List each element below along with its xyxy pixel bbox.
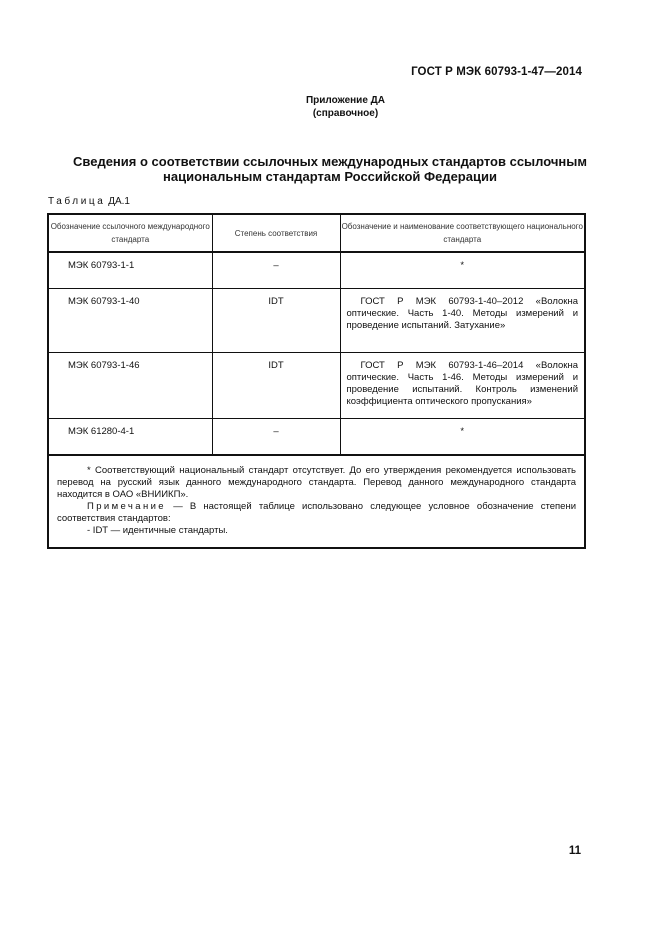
cell-degree: IDT xyxy=(212,353,340,419)
document-title-line-1: Сведения о соответствии ссылочных международных стандартов ссылочным xyxy=(73,154,587,169)
standard-code: ГОСТ Р МЭК 60793-1-47—2014 xyxy=(411,66,582,78)
note-item: - IDT — идентичные стандарты. xyxy=(87,525,228,536)
table-notes xyxy=(48,455,585,548)
document-title xyxy=(40,154,620,184)
annex-heading xyxy=(0,94,661,120)
cell-national: * xyxy=(340,419,585,456)
table-label-number: ДА.1 xyxy=(108,196,130,207)
annex-title: Приложение ДА xyxy=(305,95,386,106)
table-label-word: Таблица xyxy=(48,196,106,207)
page-number: 11 xyxy=(568,845,581,857)
footnote: * Соответствующий национальный стандарт отсутствует. До его утверждения рекомендуется использовать перевод на русский язык данного международного стандарта. Перевод данного международного стандарта находится в ОАО «ВНИИКП». xyxy=(57,465,576,500)
cell-degree: – xyxy=(212,252,340,289)
cell-national: ГОСТ Р МЭК 60793-1-46–2014 «Волокна оптические. Часть 1-46. Методы измерений и проведение испытаний. Контроль изменений коэффициента оптического пропускания» xyxy=(340,353,585,419)
annex-subtitle: (справочное) xyxy=(312,108,379,119)
cell-national: * xyxy=(340,252,585,289)
cell-degree: – xyxy=(212,419,340,456)
table-row xyxy=(48,419,585,456)
note-text: — В настоящей таблице использовано следующее условное обозначение степени соответствия стандартов: xyxy=(57,501,576,524)
header-reference-standard: Обозначение ссылочного международного стандарта xyxy=(48,214,212,252)
cell-reference: МЭК 60793-1-40 xyxy=(48,289,212,353)
note xyxy=(57,501,576,525)
table-label xyxy=(48,196,130,207)
cell-reference: МЭК 60793-1-1 xyxy=(48,252,212,289)
table-row xyxy=(48,353,585,419)
table-row xyxy=(48,289,585,353)
correspondence-table xyxy=(47,213,586,549)
table-notes-row xyxy=(48,455,585,548)
header-national-standard: Обозначение и наименование соответствующего национального стандарта xyxy=(340,214,585,252)
cell-reference: МЭК 61280-4-1 xyxy=(48,419,212,456)
header-degree: Степень соответствия xyxy=(212,214,340,252)
table-header-row xyxy=(48,214,585,252)
table-row xyxy=(48,252,585,289)
cell-degree: IDT xyxy=(212,289,340,353)
document-title-line-2: национальным стандартам Российской Федерации xyxy=(163,169,497,184)
cell-national: ГОСТ Р МЭК 60793-1-40–2012 «Волокна оптические. Часть 1-40. Методы измерений и проведение испытаний. Затухание» xyxy=(340,289,585,353)
cell-reference: МЭК 60793-1-46 xyxy=(48,353,212,419)
note-word: Примечание xyxy=(87,501,166,512)
